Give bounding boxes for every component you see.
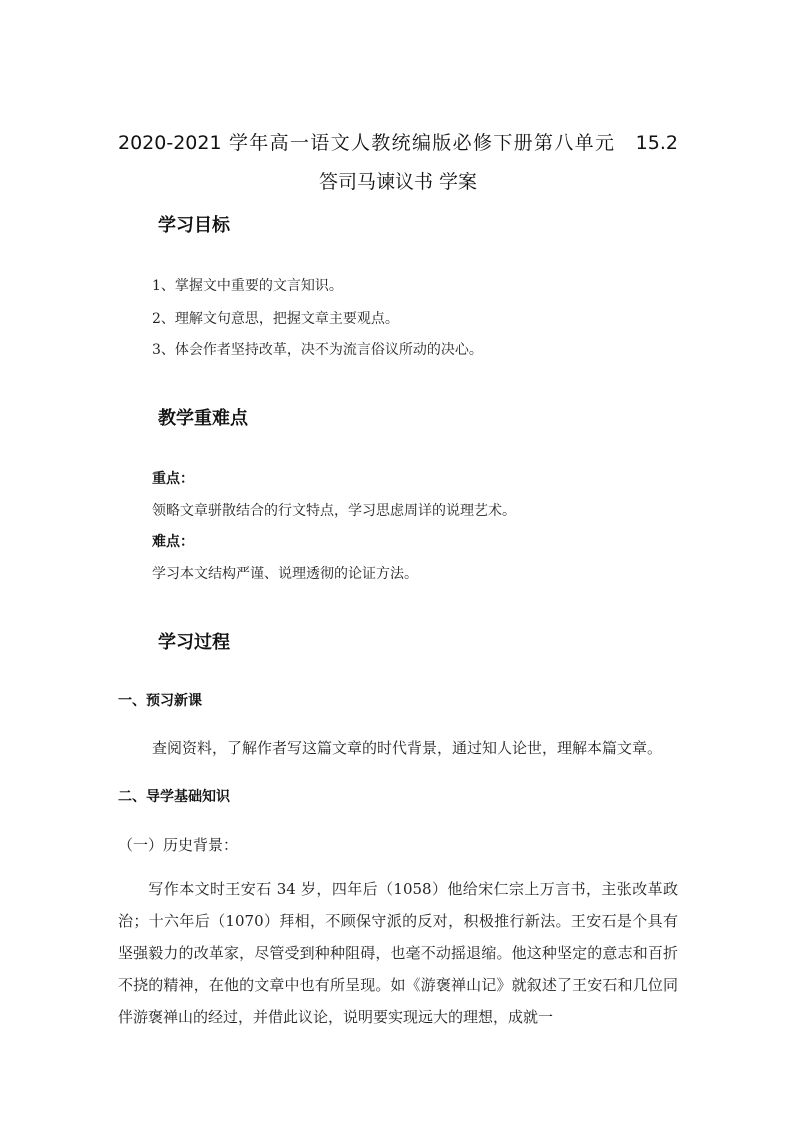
objective-item-3: 3、体会作者坚持改革，决不为流言俗议所动的决心。 bbox=[152, 342, 483, 358]
objective-item-1: 1、掌握文中重要的文言知识。 bbox=[152, 278, 343, 294]
objectives-heading: 学习目标 bbox=[158, 215, 230, 236]
key-points-heading: 教学重难点 bbox=[158, 408, 248, 429]
focus-label: 重点： bbox=[152, 471, 194, 487]
difficulty-label: 难点： bbox=[152, 534, 194, 550]
background-paragraph bbox=[118, 873, 678, 1033]
section-1-text: 查阅资料，了解作者写这篇文章的时代背景，通过知人论世，理解本篇文章。 bbox=[152, 739, 663, 757]
section-2-title: 二、导学基础知识 bbox=[118, 789, 230, 805]
section-1-title: 一、预习新课 bbox=[118, 693, 202, 709]
document-title-line-2: 答司马谏议书 学案 bbox=[318, 171, 478, 193]
process-heading: 学习过程 bbox=[158, 632, 230, 653]
difficulty-text: 学习本文结构严谨、说理透彻的论证方法。 bbox=[152, 566, 418, 582]
background-text: 写作本文时王安石 34 岁，四年后（1058）他给宋仁宗上万言书，主张改革政治；十六年后（1070）拜相，不顾保守派的反对，积极推行新法。王安石是个具有坚强毅力的改革家，尽管受到种种阻碍，也毫不动摇退缩。他这种坚定的意志和百折不挠的精神，在他的文章中也有所呈现。如《游褒禅山记》就叙述了王安石和几位同伴游褒禅山的经过，并借此议论，说明要实现远大的理想，成就一 bbox=[118, 880, 678, 1026]
objective-item-2: 2、理解文句意思，把握文章主要观点。 bbox=[152, 311, 399, 327]
subsection-1-title: （一）历史背景： bbox=[118, 836, 239, 854]
document-title-line-1: 2020-2021 学年高一语文人教统编版必修下册第八单元 15.2 bbox=[118, 132, 678, 154]
focus-text: 领略文章骈散结合的行文特点，学习思虑周详的说理艺术。 bbox=[152, 503, 516, 519]
